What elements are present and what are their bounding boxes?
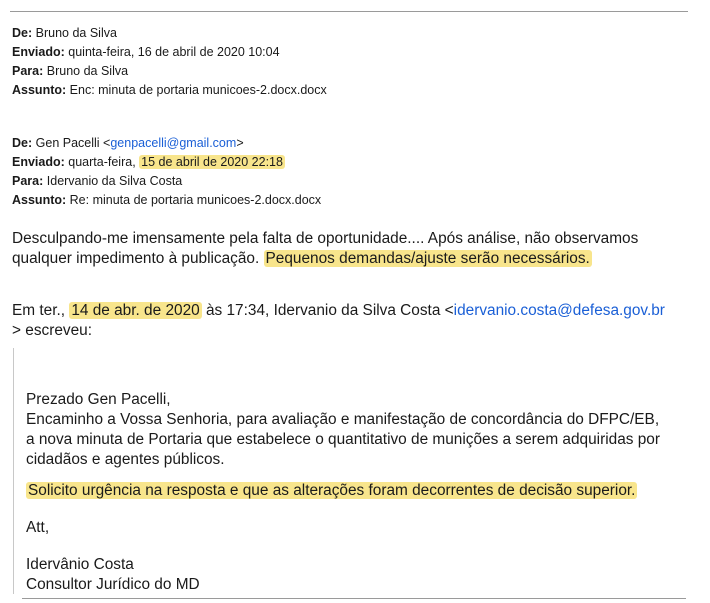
quote-intro (12, 301, 665, 341)
quote-intro-date-highlight: 14 de abr. de 2020 (71, 302, 200, 319)
signature-title: Consultor Jurídico do MD (26, 576, 200, 593)
sent-label: Enviado: (12, 155, 65, 169)
quoted-closing-text: Att, (26, 519, 50, 536)
reply-highlight: Pequenos demandas/ajuste serão necessários. (265, 250, 590, 267)
to-row (12, 172, 321, 191)
quoted-urgent-highlight: Solicito urgência na resposta e que as alterações foram decorrentes de decisão superior. (28, 482, 636, 499)
to-label: Para: (12, 174, 44, 188)
from-label: De: (12, 26, 33, 40)
sent-day: quarta-feira, (68, 155, 136, 169)
sent-date-highlight: 15 de abril de 2020 22:18 (141, 155, 283, 169)
top-divider (10, 11, 688, 12)
subject-label: Assunto: (12, 193, 67, 207)
from-row (12, 24, 327, 43)
subject-label: Assunto: (12, 83, 67, 97)
to-label: Para: (12, 64, 44, 78)
reply-line-2 (12, 249, 638, 269)
reply-header (12, 134, 321, 210)
quote-bar (13, 348, 14, 594)
sent-value: quinta-feira, 16 de abril de 2020 10:04 (68, 45, 280, 59)
quoted-greeting: Prezado Gen Pacelli, (26, 391, 171, 408)
quoted-message-body (26, 390, 660, 470)
quoted-line-2: a nova minuta de Portaria que estabelece o quantitativo de munições a serem adquiridas por (26, 431, 660, 448)
quoted-line-1: Encaminho a Vossa Senhoria, para avaliação e manifestação de concordância do DFPC/EB, (26, 411, 660, 428)
to-value: Idervanio da Silva Costa (46, 174, 183, 188)
from-value: Bruno da Silva (35, 26, 117, 40)
quote-intro-middle: às 17:34, Idervanio da Silva Costa < (205, 302, 454, 319)
quote-intro-prefix: Em ter., (12, 302, 66, 319)
from-label: De: (12, 136, 33, 150)
from-email-link[interactable]: genpacelli@gmail.com (110, 136, 237, 150)
subject-row (12, 81, 327, 100)
quote-intro-line-1 (12, 301, 665, 321)
subject-value: Re: minuta de portaria municoes-2.docx.docx (69, 193, 322, 207)
quoted-line-3: cidadãos e agentes públicos. (26, 451, 225, 468)
reply-line-1: Desculpando-me imensamente pela falta de oportunidade.... Após análise, não observamos (12, 230, 639, 247)
from-row: De: Gen Pacelli <genpacelli@gmail.com> (12, 136, 244, 150)
reply-body (12, 229, 638, 269)
signature-name: Idervânio Costa (26, 556, 134, 573)
subject-row (12, 191, 321, 210)
sent-label: Enviado: (12, 45, 65, 59)
subject-value: Enc: minuta de portaria municoes-2.docx.docx (69, 83, 327, 97)
quoted-urgent-line (26, 481, 637, 501)
quote-intro-line-2: > escreveu: (12, 322, 92, 339)
bottom-divider (22, 598, 686, 599)
forward-header (12, 24, 327, 100)
from-name: Gen Pacelli (35, 136, 100, 150)
quote-intro-email-link[interactable]: idervanio.costa@defesa.gov.br (453, 302, 665, 319)
sent-row (12, 43, 327, 62)
to-row (12, 62, 327, 81)
reply-line-2-text: qualquer impedimento à publicação. (12, 250, 260, 267)
quoted-closing (26, 518, 49, 538)
to-value: Bruno da Silva (46, 64, 129, 78)
sent-row (12, 153, 321, 172)
quoted-signature (26, 555, 200, 595)
